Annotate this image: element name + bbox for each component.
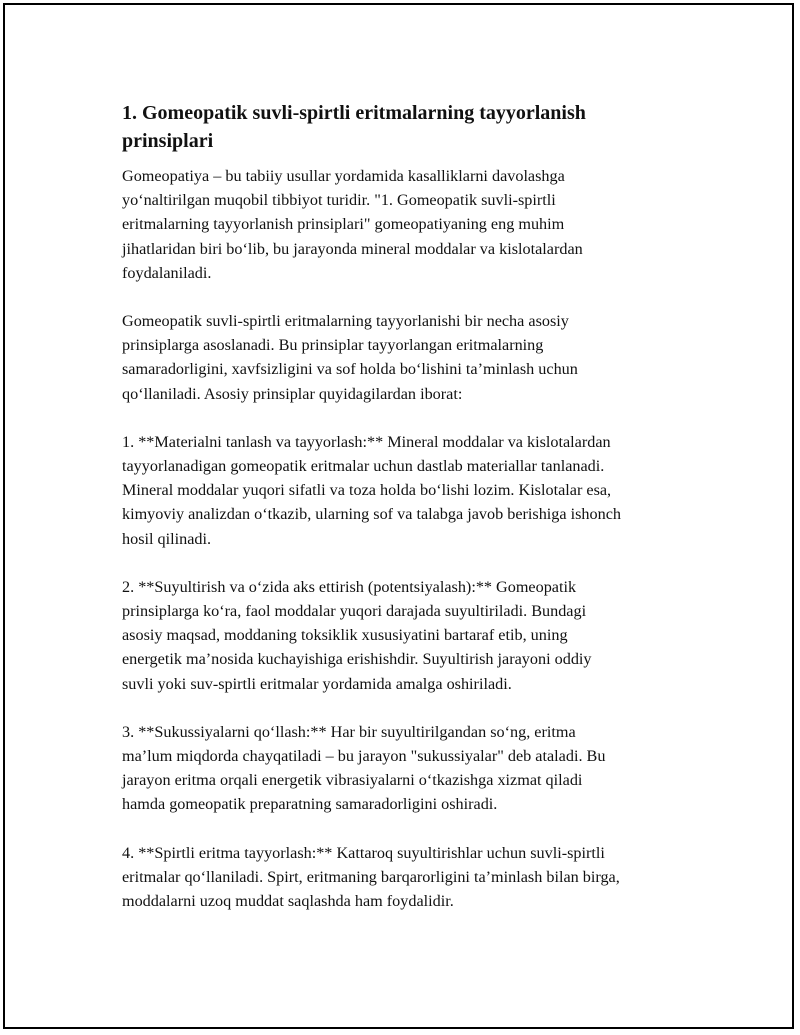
document-body <box>122 99 702 937</box>
paragraph-principle-4: 4. **Spirtli eritma tayyorlash:** Kattaroq suyultirishlar uchun suvli-spirtli eritmalar qo‘llaniladi. Spirt, eritmaning barqarorligini ta’minlash bilan birga, moddalarni uzoq muddat saqlashda ham foydalidir. <box>122 843 620 911</box>
page-frame <box>3 3 794 1029</box>
paragraph-principle-2: 2. **Suyultirish va o‘zida aks ettirish (potentsiyalash):** Gomeopatik prinsiplarga ko‘ra, faol moddalar yuqori darajada suyultiriladi. Bundagi asosiy maqsad, moddaning toksiklik xususiyatini bartaraf etib, uning energetik ma’nosida kuchayishiga erishishdir. Suyultirish jarayoni oddiy suvli yoki suv-spirtli eritmalar yordamida amalga oshiriladi. <box>122 577 592 693</box>
paragraph-intro: Gomeopatiya – bu tabiiy usullar yordamida kasalliklarni davolashga yo‘naltirilgan muqobil tibbiyot turidir. "1. Gomeopatik suvli-spirtli eritmalarning tayyorlanish prinsiplari" gomeopatiyaning eng muhim jihatlaridan biri bo‘lib, bu jarayonda mineral moddalar va kislotalardan foydalaniladi. <box>122 167 583 282</box>
paragraph-principles-overview: Gomeopatik suvli-spirtli eritmalarning tayyorlanishi bir necha asosiy prinsiplarga asoslanadi. Bu prinsiplar tayyorlangan eritmalarning samaradorligini, xavfsizligini va sof holda bo‘lishini ta’minlash uchun qo‘llaniladi. Asosiy prinsiplar quyidagilardan iborat: <box>122 312 578 403</box>
paragraph-principle-1: 1. **Materialni tanlash va tayyorlash:** Mineral moddalar va kislotalardan tayyorlanadigan gomeopatik eritmalar uchun dastlab materiallar tanlanadi. Mineral moddalar yuqori sifatli va toza holda bo‘lishi lozim. Kislotalar esa, kimyoviy analizdan o‘tkazib, ularning sof va talabga javob berishiga ishonch hosil qilinadi. <box>122 432 621 548</box>
paragraph-principle-3: 3. **Sukussiyalarni qo‘llash:** Har bir suyultirilgandan so‘ng, eritma ma’lum miqdorda chayqatiladi – bu jarayon "sukussiyalar" deb ataladi. Bu jarayon eritma orqali energetik vibrasiyalarni o‘tkazishga xizmat qiladi hamda gomeopatik preparatning samaradorligini oshiradi. <box>122 722 606 814</box>
document-title: 1. Gomeopatik suvli-spirtli eritmalarning tayyorlanish prinsiplari <box>122 102 586 152</box>
